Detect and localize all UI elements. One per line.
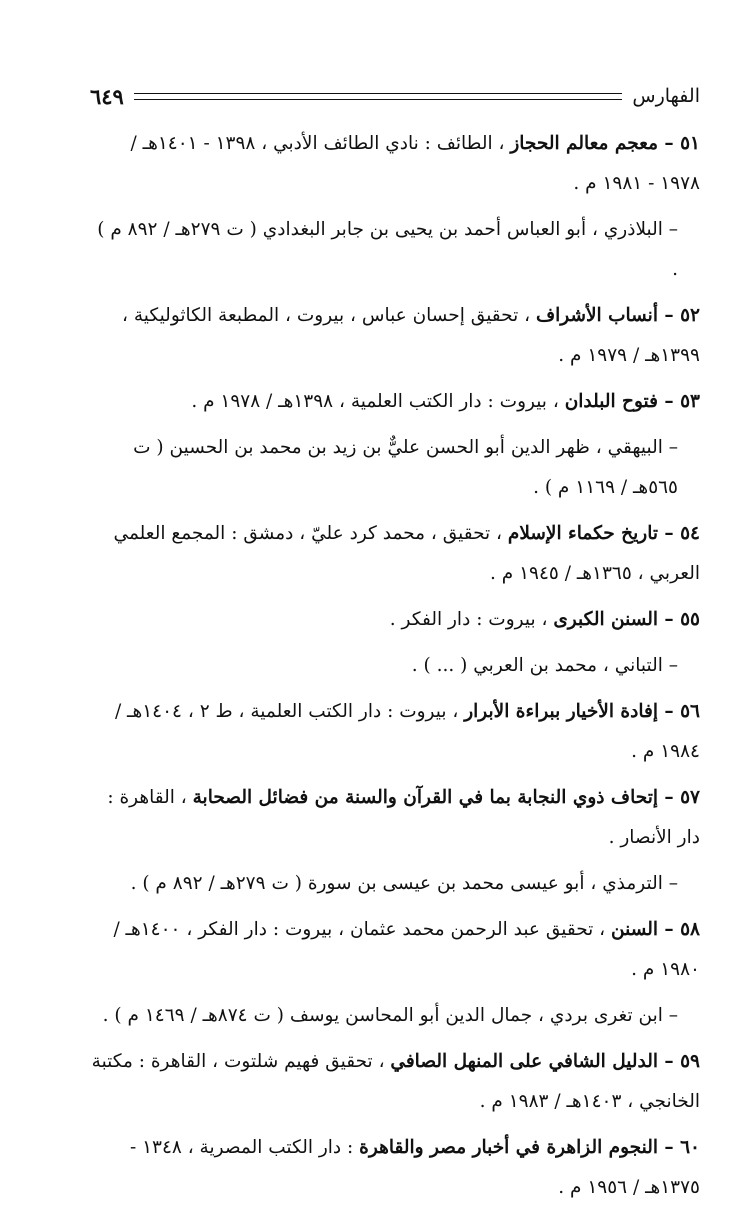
author-details: – التباني ، محمد بن العربي ( ... ) . — [411, 655, 678, 676]
author-details: – الترمذي ، أبو عيسى محمد بن عيسى بن سورة ( ت ٢٧٩هـ / ٨٩٢ م ) . — [130, 873, 678, 894]
book-title: السنن — [611, 919, 658, 940]
publication-details: ، بيروت : دار الكتب العلمية ، ١٣٩٨هـ / ١٩٧٨ م . — [191, 391, 565, 412]
book-entry — [90, 382, 700, 422]
book-entry — [90, 692, 700, 772]
entry-dash: – — [657, 787, 681, 808]
publication-details: ، القاهرة : دار الأنصار . — [107, 787, 700, 848]
book-title: النجوم الزاهرة في أخبار مصر والقاهرة — [359, 1137, 658, 1158]
entry-dash: – — [657, 701, 681, 722]
entry-number: ٥١ — [680, 133, 700, 154]
entry-dash: – — [657, 1051, 681, 1072]
book-title: تاريخ حكماء الإسلام — [507, 523, 658, 544]
entry-number: ٥٣ — [680, 391, 700, 412]
entry-number: ٥٥ — [680, 609, 700, 630]
book-title: إفادة الأخيار ببراءة الأبرار — [464, 701, 658, 722]
entry-number: ٥٢ — [680, 305, 700, 326]
book-title: السنن الكبرى — [553, 609, 658, 630]
book-title: إتحاف ذوي النجابة بما في القرآن والسنة من فضائل الصحابة — [192, 787, 658, 808]
entry-number: ٦٠ — [680, 1137, 700, 1158]
bibliography-list — [90, 124, 700, 1208]
entry-dash: – — [657, 133, 681, 154]
author-entry — [90, 428, 700, 508]
book-entry — [90, 124, 700, 204]
author-entry — [90, 864, 700, 904]
book-title: الدليل الشافي على المنهل الصافي — [390, 1051, 658, 1072]
book-entry — [90, 910, 700, 990]
entry-number: ٥٧ — [680, 787, 700, 808]
entry-dash: – — [657, 523, 681, 544]
book-entry — [90, 600, 700, 640]
entry-number: ٥٨ — [680, 919, 700, 940]
entry-number: ٥٩ — [680, 1051, 700, 1072]
entry-number: ٥٤ — [680, 523, 700, 544]
book-entry — [90, 296, 700, 376]
entry-number: ٥٦ — [680, 701, 700, 722]
author-entry — [90, 996, 700, 1036]
page-header — [90, 78, 700, 114]
entry-dash: – — [657, 609, 681, 630]
publication-details: ، بيروت : دار الكتب العلمية ، ط ٢ ، ١٤٠٤هـ / ١٩٨٤ م . — [114, 701, 700, 762]
publication-details: ، تحقيق عبد الرحمن محمد عثمان ، بيروت : دار الفكر ، ١٤٠٠هـ / ١٩٨٠ م . — [113, 919, 700, 980]
book-entry — [90, 778, 700, 858]
book-title: أنساب الأشراف — [535, 305, 658, 326]
author-details: – ابن تغرى بردي ، جمال الدين أبو المحاسن يوسف ( ت ٨٧٤هـ / ١٤٦٩ م ) . — [102, 1005, 678, 1026]
author-entry — [90, 646, 700, 686]
book-entry — [90, 1042, 700, 1122]
entry-dash: – — [657, 391, 681, 412]
publication-details: : دار الكتب المصرية ، ١٣٤٨ - ١٣٧٥هـ / ١٩٥٦ م . — [129, 1137, 700, 1198]
book-title: معجم معالم الحجاز — [510, 133, 658, 154]
publication-details: ، الطائف : نادي الطائف الأدبي ، ١٣٩٨ - ١٤٠١هـ / ١٩٧٨ - ١٩٨١ م . — [130, 133, 700, 194]
page-number: ٦٤٩ — [90, 83, 124, 109]
header-rule — [134, 93, 623, 100]
publication-details: ، بيروت : دار الفكر . — [389, 609, 554, 630]
author-details: – البلاذري ، أبو العباس أحمد بن يحيى بن جابر البغدادي ( ت ٢٧٩هـ / ٨٩٢ م ) . — [97, 219, 678, 280]
book-entry — [90, 1128, 700, 1208]
book-title: فتوح البلدان — [564, 391, 658, 412]
author-entry — [90, 210, 700, 290]
publication-details: ، تحقيق ، محمد كرد عليّ ، دمشق : المجمع العلمي العربي ، ١٣٦٥هـ / ١٩٤٥ م . — [113, 523, 700, 584]
publication-details: ، تحقيق إحسان عباس ، بيروت ، المطبعة الكاثوليكية ، ١٣٩٩هـ / ١٩٧٩ م . — [122, 305, 700, 366]
index-page — [90, 78, 700, 1208]
section-title: الفهارس — [632, 85, 700, 107]
book-entry — [90, 514, 700, 594]
entry-dash: – — [657, 1137, 681, 1158]
publication-details: ، تحقيق فهيم شلتوت ، القاهرة : مكتبة الخانجي ، ١٤٠٣هـ / ١٩٨٣ م . — [91, 1051, 700, 1112]
entry-dash: – — [657, 305, 681, 326]
entry-dash: – — [657, 919, 681, 940]
author-details: – البيهقي ، ظهر الدين أبو الحسن عليٌّ بن زيد بن محمد بن الحسين ( ت ٥٦٥هـ / ١١٦٩ م ) . — [133, 437, 678, 498]
